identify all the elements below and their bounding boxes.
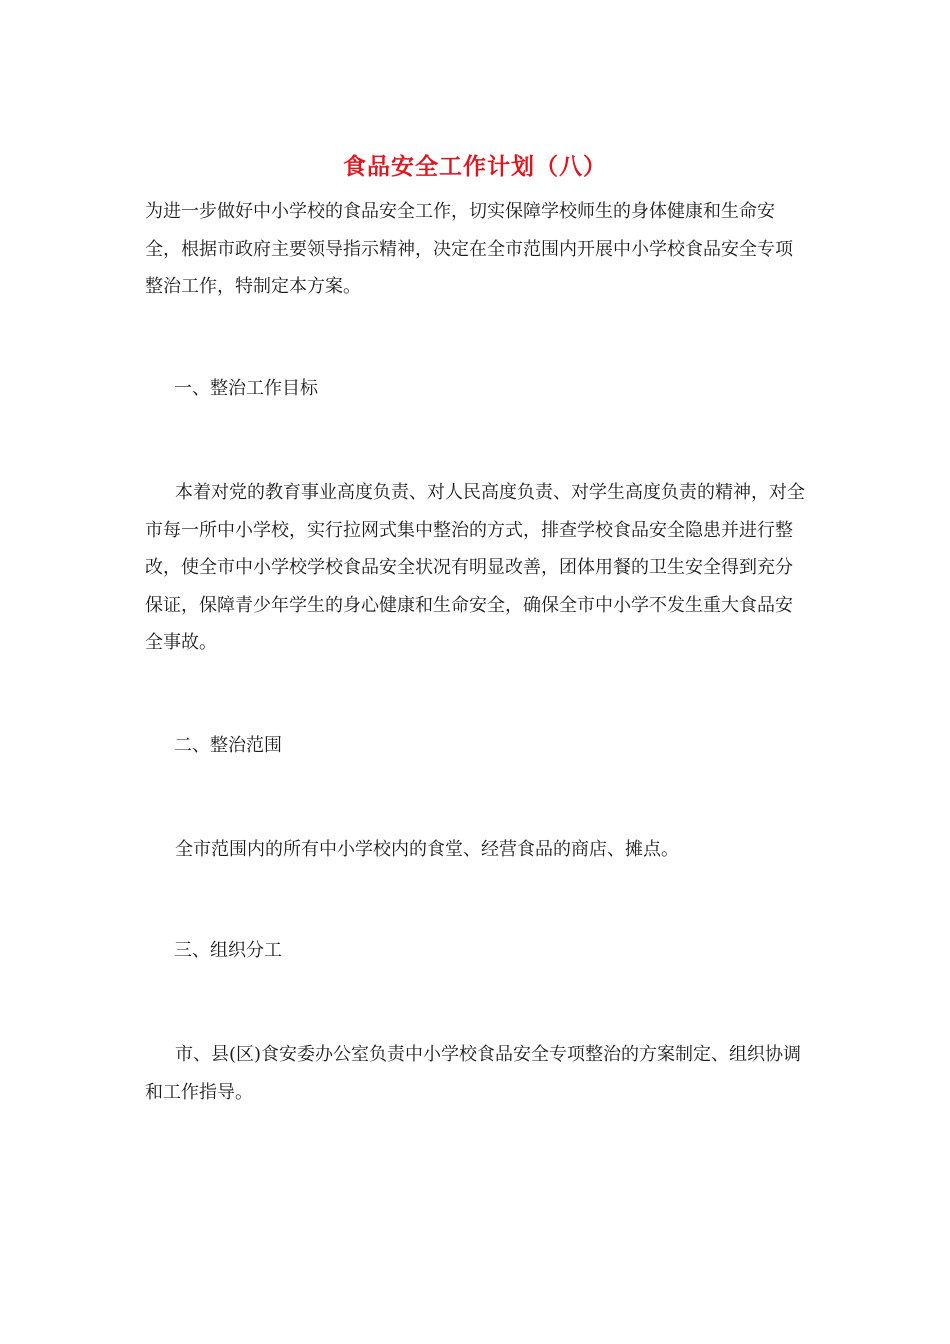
section-body-goals: 本着对党的教育事业高度负责、对人民高度负责、对学生高度负责的精神，对全市每一所中小学校，实行拉网式集中整治的方式，排查学校食品安全隐患并进行整改，使全市中小学校学校食品安全状况有明显改善，团体用餐的卫生安全得到充分保证，保障青少年学生的身心健康和生命安全，确保全市中小学不发生重大食品安全事故。 bbox=[145, 482, 805, 653]
section-body-division: 市、县(区)食安委办公室负责中小学校食品安全专项整治的方案制定、组织协调和工作指导。 bbox=[145, 1044, 802, 1103]
section-heading-goals: 一、整治工作目标 bbox=[174, 378, 318, 399]
intro-paragraph: 为进一步做好中小学校的食品安全工作，切实保障学校师生的身体健康和生命安全，根据市政府主要领导指示精神，决定在全市范围内开展中小学校食品安全专项整治工作，特制定本方案。 bbox=[145, 201, 793, 297]
document-title: 食品安全工作计划（八） bbox=[343, 153, 607, 180]
section-heading-scope: 二、整治范围 bbox=[174, 735, 282, 756]
section-heading-division: 三、组织分工 bbox=[174, 940, 282, 961]
section-body-scope: 全市范围内的所有中小学校内的食堂、经营食品的商店、摊点。 bbox=[175, 839, 679, 860]
